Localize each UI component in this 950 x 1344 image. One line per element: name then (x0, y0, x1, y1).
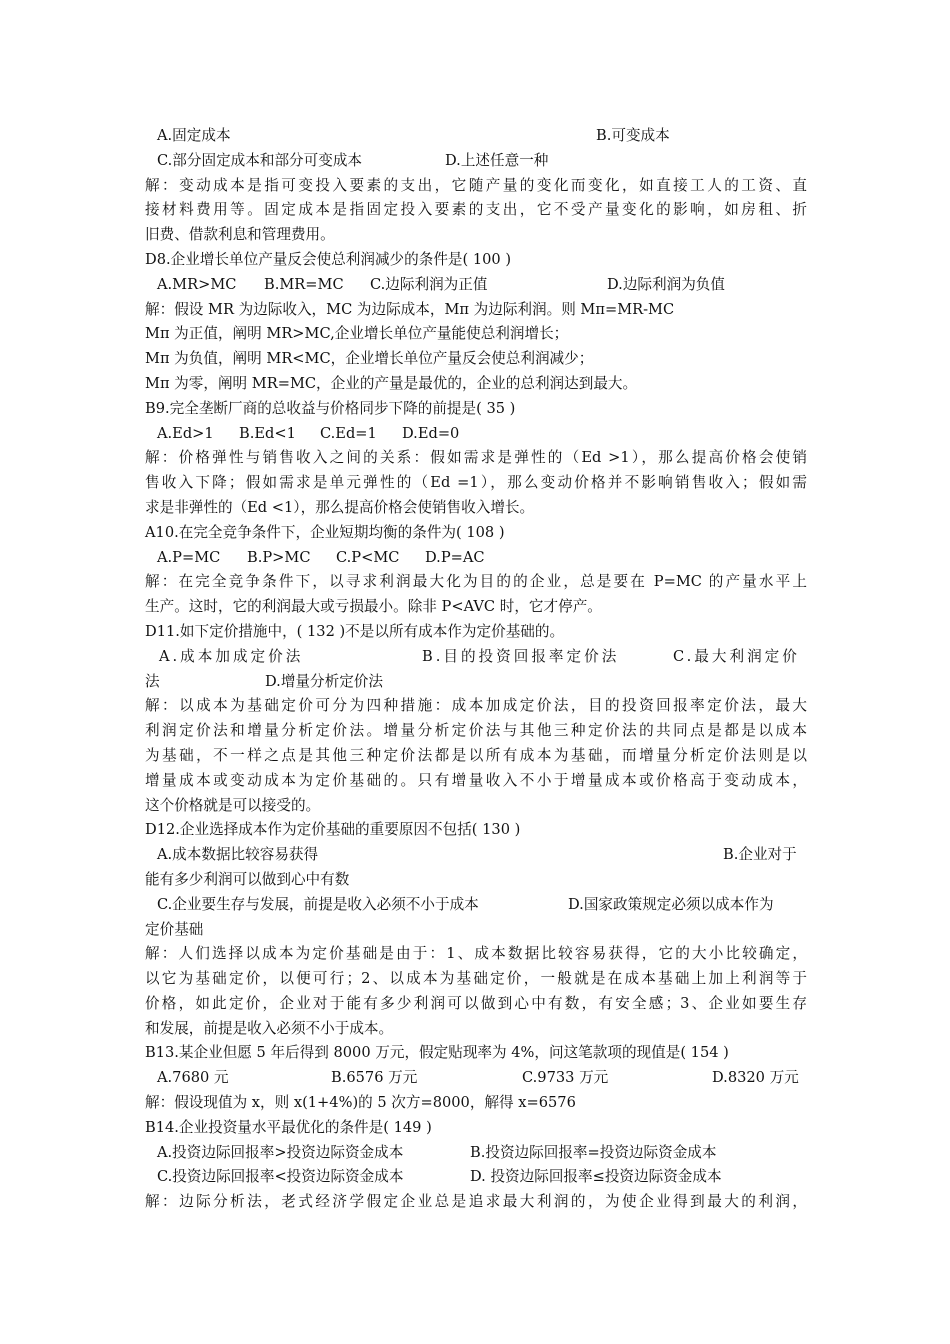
explanation-line: 生产。这时，它的利润最大或亏损最小。除非 P<AVC 时，它才停产。 (145, 598, 602, 616)
option-row (145, 843, 807, 868)
option-row (145, 1066, 807, 1091)
option-d: D.上述任意一种 (445, 151, 549, 169)
option-d: D.国家政策规定必须以成本作为 (568, 895, 774, 913)
option-c: C.投资边际回报率<投资边际资金成本 (157, 1168, 404, 1186)
option-b: B.6576 万元 (331, 1069, 418, 1087)
explanation-line: 以它为基础定价，以便可行；2、以成本为基础定价，一般就是在成本基础上加上利润等于 (145, 970, 807, 988)
option-b: B.目的投资回报率定价法 (422, 647, 620, 665)
option-a: A.Ed>1 (157, 424, 214, 442)
option-row (145, 149, 807, 174)
explanation-line: 求是非弹性的（Ed <1），那么提高价格会使销售收入增长。 (145, 498, 535, 516)
option-c: C.边际利润为正值 (370, 275, 488, 293)
option-c: C.P<MC (336, 548, 400, 566)
option-c: C.企业要生存与发展，前提是收入必须不小于成本 (157, 895, 479, 913)
explanation-line: 解：假设现值为 x，则 x(1+4%)的 5 次方=8000，解得 x=6576 (145, 1094, 576, 1112)
option-b: B.企业对于 (723, 846, 797, 864)
option-a: A.成本数据比较容易获得 (157, 846, 319, 864)
question-title: D8.企业增长单位产量反会使总利润减少的条件是( 100 ) (145, 250, 512, 268)
explanation-line: Mπ 为负值，阐明 MR<MC，企业增长单位产量反会使总利润减少； (145, 350, 594, 368)
option-row (145, 124, 807, 149)
explanation-line: 解：价格弹性与销售收入之间的关系：假如需求是弹性的（Ed >1），那么提高价格会使销 (145, 449, 807, 467)
explanation-line: 利润定价法和增量分析定价法。增量分析定价法与其他三种定价法的共同点是都是以成本 (145, 722, 807, 740)
explanation-line: 解：假设 MR 为边际收入，MC 为边际成本，Mπ 为边际利润。则 Mπ=MR-MC (145, 300, 675, 318)
option-c: C.最大利润定价 (673, 647, 800, 665)
question-title: A10.在完全竞争条件下，企业短期均衡的条件为( 108 ) (145, 523, 505, 541)
option-a: A.固定成本 (157, 127, 231, 144)
option-c: C.Ed=1 (320, 424, 377, 442)
question-title: B13.某企业但愿 5 年后得到 8000 万元，假定贴现率为 4%，问这笔款项的现值是( 154 ) (145, 1044, 729, 1062)
option-d: D.8320 万元 (712, 1069, 799, 1087)
explanation-line: Mπ 为零，阐明 MR=MC，企业的产量是最优的，企业的总利润达到最大。 (145, 374, 638, 392)
explanation-line: 和发展，前提是收入必须不小于成本。 (145, 1019, 394, 1037)
option-a: A.投资边际回报率>投资边际资金成本 (157, 1143, 404, 1161)
option-row (145, 893, 807, 918)
explanation-line: 增量成本或变动成本为定价基础的。只有增量收入不小于增量成本或价格高于变动成本， (145, 771, 807, 789)
option-b: B.投资边际回报率=投资边际资金成本 (470, 1143, 717, 1161)
option-d: D. 投资边际回报率≤投资边际资金成本 (470, 1168, 722, 1186)
option-a: A.P=MC (157, 548, 221, 566)
explanation-line: 解：人们选择以成本为定价基础是由于：1、成本数据比较容易获得，它的大小比较确定， (145, 945, 807, 963)
explanation-line: 解：在完全竞争条件下，以寻求利润最大化为目的的企业，总是要在 P=MC 的产量水平上 (145, 573, 807, 591)
explanation-line: 售收入下降；假如需求是单元弹性的（Ed =1），那么变动价格并不影响销售收入；假如需 (145, 474, 807, 492)
option-b: B.MR=MC (264, 275, 344, 293)
option-a: A.MR>MC (157, 275, 237, 293)
option-b-continued: 能有多少利润可以做到心中有数 (145, 870, 350, 888)
option-a: A.成本加成定价法 (159, 647, 304, 665)
option-d: D.Ed=0 (402, 424, 460, 442)
explanation-line: 接材料费用等。固定成本是指固定投入要素的支出，它不受产量变化的影响，如房租、折 (145, 201, 807, 219)
explanation-line: 解：边际分析法，老式经济学假定企业总是追求最大利润的，为使企业得到最大的利润， (145, 1193, 807, 1211)
document-page (145, 124, 807, 1215)
explanation-line: 解：以成本为基础定价可分为四种措施：成本加成定价法，目的投资回报率定价法，最大 (145, 697, 807, 715)
option-d-continued: 定价基础 (145, 920, 204, 938)
option-a: A.7680 元 (157, 1069, 229, 1087)
option-row (145, 1141, 807, 1166)
option-c-continued: 法 (145, 672, 160, 690)
option-c: C.部分固定成本和部分可变成本 (157, 151, 363, 169)
explanation-line: 这个价格就是可以接受的。 (145, 796, 321, 814)
explanation-line: 解：变动成本是指可变投入要素的支出，它随产量的变化而变化，如直接工人的工资、直 (145, 176, 807, 194)
explanation-line: 旧费、借款利息和管理费用。 (145, 226, 335, 244)
option-d: D.增量分析定价法 (265, 672, 383, 690)
option-row (145, 422, 807, 447)
question-title: B14.企业投资量水平最优化的条件是( 149 ) (145, 1118, 432, 1136)
option-row (145, 670, 807, 695)
question-title: D11.如下定价措施中，( 132 )不是以所有成本作为定价基础的。 (145, 622, 565, 640)
option-row (145, 1165, 807, 1190)
explanation-line: 为基础，不一样之点是其他三种定价法都是以所有成本为基础，而增量分析定价法则是以 (145, 746, 807, 764)
option-row (145, 273, 807, 298)
option-b: B.P>MC (247, 548, 311, 566)
question-title: D12.企业选择成本作为定价基础的重要原因不包括( 130 ) (145, 821, 521, 839)
question-title: B9.完全垄断厂商的总收益与价格同步下降的前提是( 35 ) (145, 399, 516, 417)
explanation-line: 价格，如此定价，企业对于能有多少利润可以做到心中有数，有安全感；3、企业如要生存 (145, 994, 807, 1012)
option-row (145, 546, 807, 571)
option-b: B.可变成本 (596, 127, 670, 144)
option-row (145, 645, 807, 670)
option-d: D.边际利润为负值 (607, 275, 725, 293)
option-c: C.9733 万元 (522, 1069, 609, 1087)
option-b: B.Ed<1 (239, 424, 296, 442)
explanation-line: Mπ 为正值，阐明 MR>MC,企业增长单位产量能使总利润增长； (145, 325, 569, 343)
option-d: D.P=AC (425, 548, 485, 566)
